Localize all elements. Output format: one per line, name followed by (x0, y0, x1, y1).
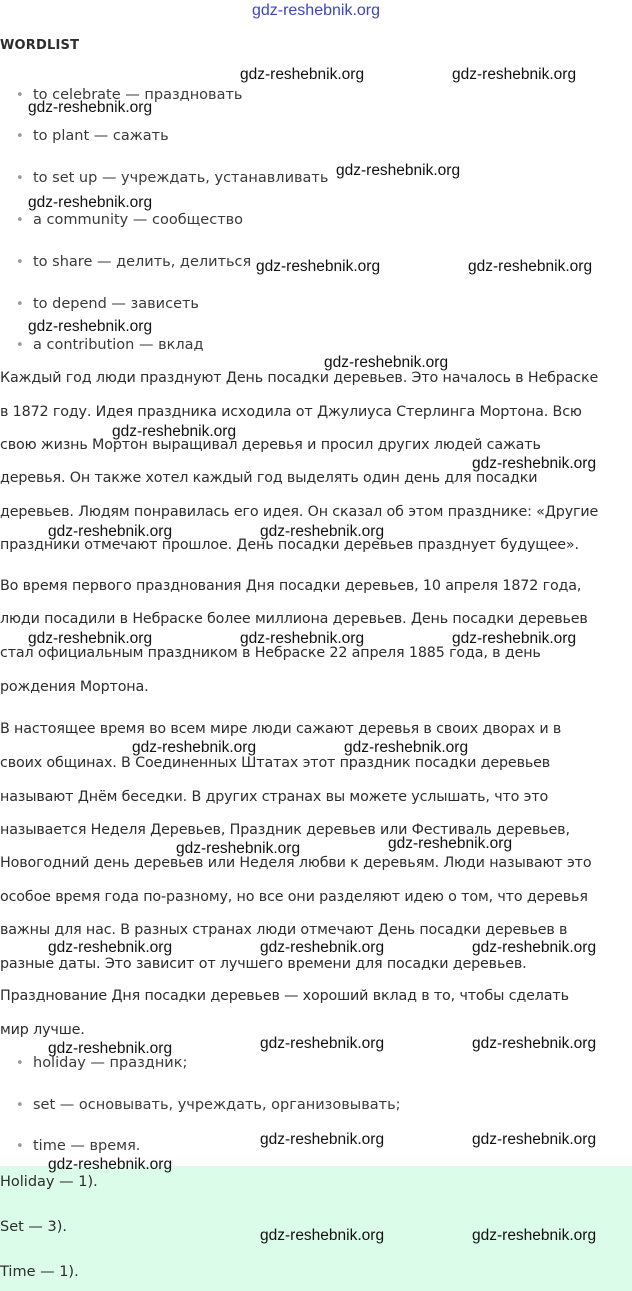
vocab-item: • set — основывать, учреждать, организовывать; (18, 1097, 386, 1113)
answer-item: Time — 1). (0, 1264, 79, 1280)
wordlist-heading: WORDLIST (0, 38, 80, 53)
text-line: в 1872 году. Идея праздника исходила от Джулиуса Стерлинга Мортона. Всю (0, 404, 582, 420)
wordlist-item: • a community — сообщество (18, 212, 228, 228)
text-line: Празднование Дня посадки деревьев — хороший вклад в то, чтобы сделать (0, 988, 569, 1004)
text-line: рождения Мортона. (0, 679, 149, 695)
watermark: gdz-reshebnik.org (260, 1131, 385, 1148)
text-line: В настоящее время во всем мире люди сажают деревья в своих дворах и в (0, 721, 562, 737)
text-line: важны для нас. В разных странах люди отмечают День посадки деревьев в (0, 922, 568, 938)
watermark: gdz-reshebnik.org (260, 523, 385, 540)
watermark: gdz-reshebnik.org (48, 939, 173, 956)
text-line: люди посадили в Небраске более миллиона деревьев. День посадки деревьев (0, 611, 588, 627)
wordlist-item: • to celebrate — праздновать (18, 87, 227, 103)
text-line: свою жизнь Мортон выращивал деревья и просил других людей сажать (0, 437, 541, 453)
text-line: своих общинах. В Соединенных Штатах этот праздник посадки деревьев (0, 755, 551, 771)
text-line: мир лучше. (0, 1022, 85, 1038)
watermark: gdz-reshebnik.org (132, 739, 257, 756)
text-line: Каждый год люди празднуют День посадки деревьев. Это началось в Небраске (0, 370, 599, 386)
wordlist-item: • to share — делить, делиться (18, 254, 236, 270)
watermark: gdz-reshebnik.org (472, 455, 597, 472)
answer-item: Holiday — 1). (0, 1174, 98, 1190)
watermark: gdz-reshebnik.org (112, 423, 237, 440)
wordlist-item: • to set up — учреждать, устанавливать (18, 170, 313, 186)
text-line: стал официальным праздником в Небраске 22 апреля 1885 года, в день (0, 645, 541, 661)
vocab-item: • holiday — праздник; (18, 1055, 172, 1071)
text-line: разные даты. Это зависит от лучшего времени для посадки деревьев. (0, 956, 527, 972)
text-line: праздники отмечают прошлое. День посадки деревьев празднует будущее». (0, 537, 579, 553)
text-line: деревьев. Людям понравилась его идея. Он сказал об этом празднике: «Другие (0, 504, 599, 520)
text-line: Во время первого празднования Дня посадки деревьев, 10 апреля 1872 года, (0, 578, 582, 594)
wordlist-item: • to depend — зависеть (18, 296, 184, 312)
watermark: gdz-reshebnik.org (48, 1040, 173, 1057)
site-header-watermark: gdz-reshebnik.org (251, 2, 381, 19)
watermark: gdz-reshebnik.org (240, 630, 365, 647)
watermark: gdz-reshebnik.org (388, 835, 513, 852)
watermark: gdz-reshebnik.org (452, 66, 577, 83)
watermark: gdz-reshebnik.org (256, 258, 381, 275)
watermark: gdz-reshebnik.org (240, 66, 365, 83)
watermark: gdz-reshebnik.org (260, 939, 385, 956)
watermark: gdz-reshebnik.org (472, 1227, 597, 1244)
watermark: gdz-reshebnik.org (176, 840, 301, 857)
watermark: gdz-reshebnik.org (472, 1131, 597, 1148)
answer-item: Set — 3). (0, 1219, 68, 1235)
watermark: gdz-reshebnik.org (336, 162, 461, 179)
text-line: называют Днём беседки. В других странах вы можете услышать, что это (0, 789, 549, 805)
text-line: особое время года по-разному, но все они разделяют идею о том, что деревья (0, 889, 588, 905)
text-line: называется Неделя Деревьев, Праздник деревьев или Фестиваль деревьев, (0, 822, 570, 838)
watermark: gdz-reshebnik.org (260, 1035, 385, 1052)
watermark: gdz-reshebnik.org (344, 739, 469, 756)
text-line: Новогодний день деревьев или Неделя любви к деревьям. Люди называют это (0, 855, 592, 871)
watermark: gdz-reshebnik.org (28, 318, 153, 335)
wordlist-item: • a contribution — вклад (18, 337, 189, 353)
watermark: gdz-reshebnik.org (28, 99, 153, 116)
watermark: gdz-reshebnik.org (48, 1156, 173, 1173)
watermark: gdz-reshebnik.org (472, 939, 597, 956)
watermark: gdz-reshebnik.org (260, 1227, 385, 1244)
wordlist-item: • to plant — сажать (18, 128, 154, 144)
watermark: gdz-reshebnik.org (28, 194, 153, 211)
watermark: gdz-reshebnik.org (324, 354, 449, 371)
text-line: деревья. Он также хотел каждый год выделять один день для посадки (0, 470, 538, 486)
watermark: gdz-reshebnik.org (472, 1035, 597, 1052)
watermark: gdz-reshebnik.org (468, 258, 593, 275)
vocab-item: • time — время. (18, 1138, 125, 1154)
watermark: gdz-reshebnik.org (452, 630, 577, 647)
watermark: gdz-reshebnik.org (48, 523, 173, 540)
watermark: gdz-reshebnik.org (28, 630, 153, 647)
